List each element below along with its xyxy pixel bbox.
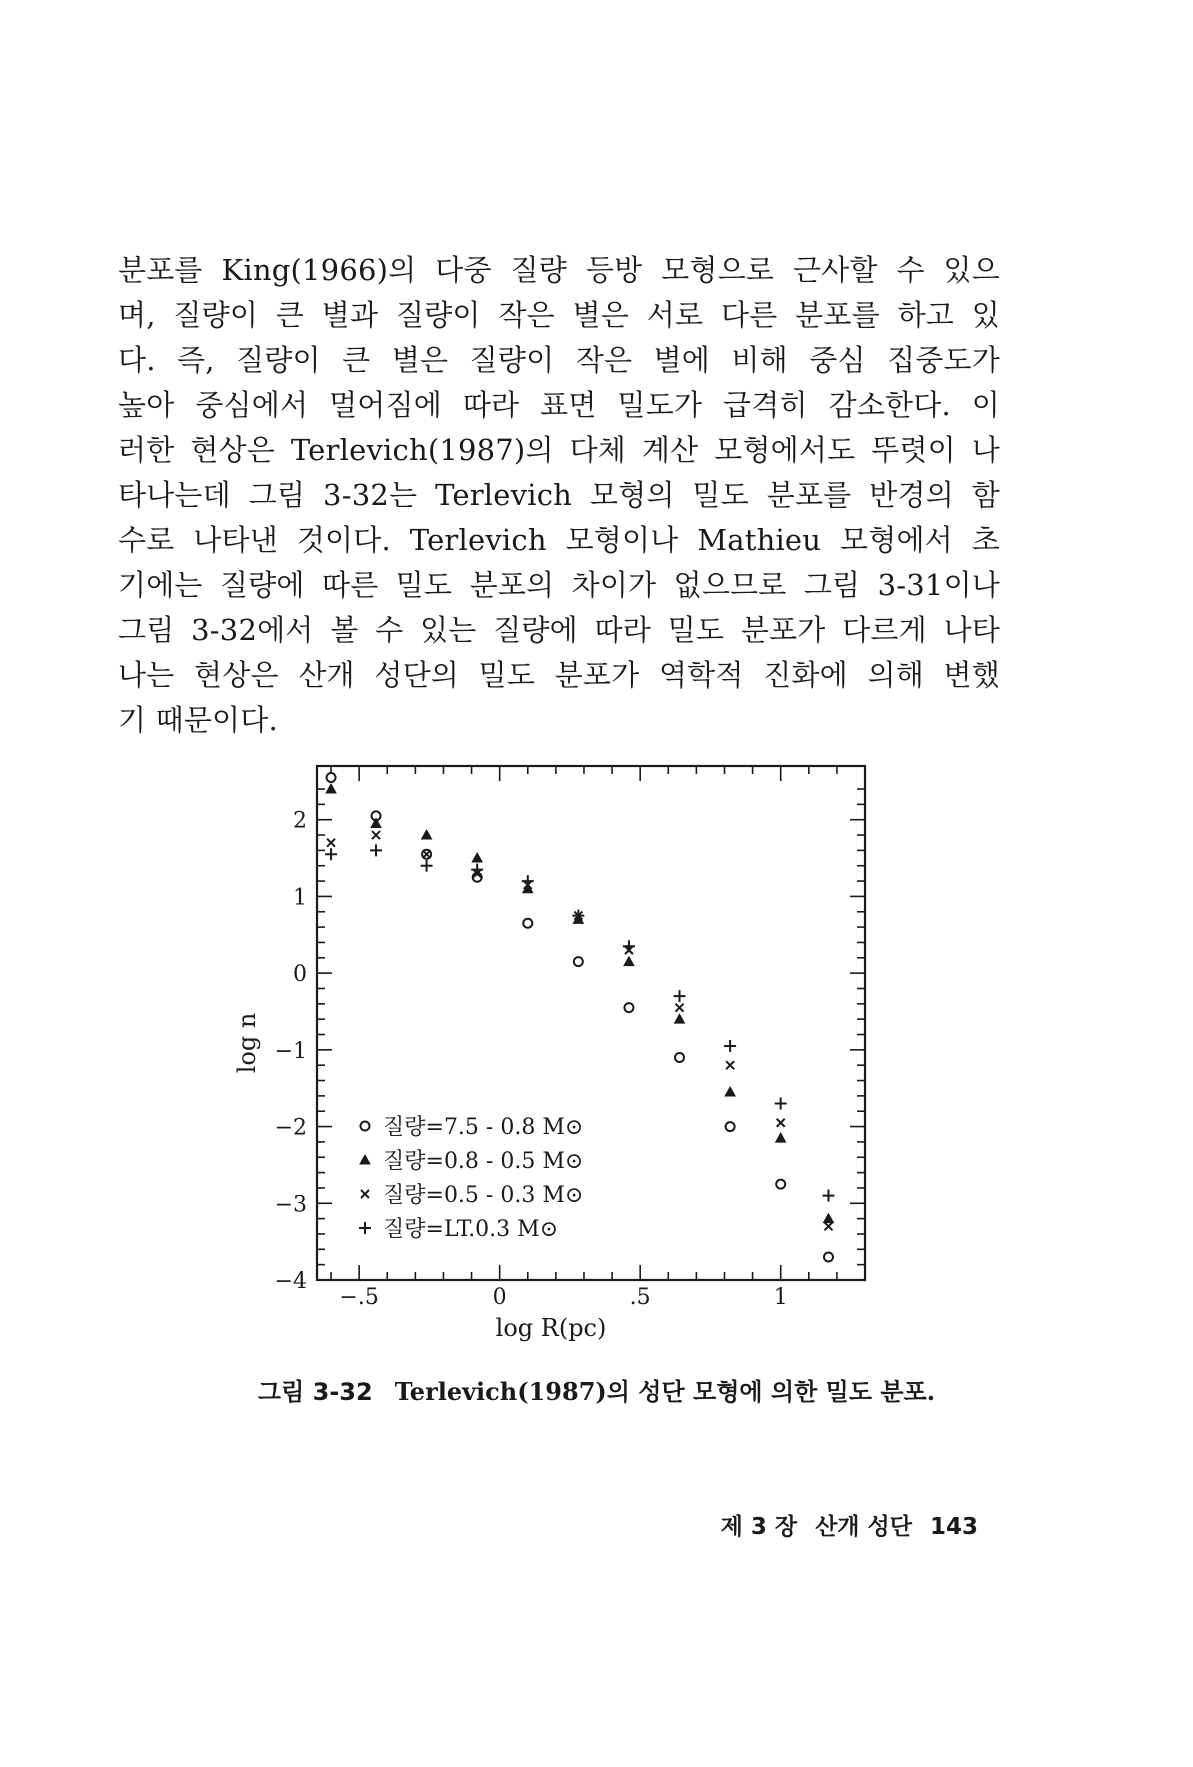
text-line: 그림 3-32에서 볼 수 있는 질량에 따라 밀도 분포가 다르게 나타 <box>118 613 1000 647</box>
legend-marker <box>359 1222 371 1234</box>
data-point <box>675 1014 685 1023</box>
data-point <box>624 957 634 966</box>
data-point <box>472 853 482 862</box>
text-line: 기 때문이다. <box>118 703 278 737</box>
x-axis-label: log R(pc) <box>495 1314 607 1342</box>
data-point <box>327 839 335 847</box>
data-point <box>776 1133 786 1142</box>
data-point <box>823 1214 833 1223</box>
y-axis-label: log n <box>233 1012 261 1074</box>
data-point <box>726 1061 734 1069</box>
x-tick-label: 0 <box>492 1285 507 1310</box>
x-tick-label: .5 <box>629 1285 651 1310</box>
text-line: 며, 질량이 큰 별과 질량이 작은 별은 서로 다른 분포를 하고 있 <box>118 298 1000 332</box>
legend-label: 질량=7.5 - 0.8 M⊙ <box>383 1115 584 1140</box>
data-point <box>675 1053 684 1062</box>
data-point <box>522 875 534 887</box>
y-tick-label: 2 <box>293 808 307 834</box>
legend-marker <box>361 1190 369 1198</box>
x-tick-label: −.5 <box>339 1285 379 1310</box>
data-point <box>676 1004 684 1012</box>
data-point <box>574 957 583 966</box>
data-point <box>327 773 336 782</box>
data-point <box>325 848 337 860</box>
text-line: 타나는데 그림 3-32는 Terlevich 모형의 밀도 분포를 반경의 함 <box>118 478 1000 512</box>
legend-marker <box>361 1122 370 1131</box>
y-tick-label: −2 <box>274 1115 307 1141</box>
footer-section: 산개 성단 <box>815 1514 912 1540</box>
text-line: 다. 즉, 질량이 큰 별은 질량이 작은 별에 비해 중심 집중도가 <box>118 343 1000 377</box>
data-point <box>776 1180 785 1189</box>
text-line: 러한 현상은 Terlevich(1987)의 다체 계산 모형에서도 뚜렷이 나 <box>118 433 1000 467</box>
legend-label: 질량=0.5 - 0.3 M⊙ <box>383 1183 584 1208</box>
y-tick-label: −3 <box>274 1192 307 1218</box>
legend-marker <box>360 1155 370 1164</box>
text-line: 분포를 King(1966)의 다중 질량 등방 모형으로 근사할 수 있으 <box>118 253 1000 287</box>
legend-label: 질량=LT.0.3 M⊙ <box>383 1217 559 1242</box>
data-point <box>370 844 382 856</box>
data-point <box>822 1190 834 1202</box>
data-point <box>824 1222 832 1230</box>
data-point <box>326 784 336 793</box>
text-line: 높아 중심에서 멀어짐에 따라 표면 밀도가 급격히 감소한다. 이 <box>118 388 1000 422</box>
legend <box>359 1115 583 1242</box>
caption-label: 그림 3-32 <box>257 1378 373 1406</box>
data-point <box>724 1040 736 1052</box>
data-point <box>523 919 532 928</box>
data-point <box>423 850 431 858</box>
data-point <box>775 1098 787 1110</box>
y-tick-label: 1 <box>293 885 307 911</box>
caption-text: Terlevich(1987)의 성단 모형에 의한 밀도 분포. <box>394 1377 936 1406</box>
y-tick-label: −4 <box>274 1269 307 1294</box>
data-point <box>421 860 433 872</box>
y-tick-label: 0 <box>293 962 307 988</box>
data-point <box>726 1122 735 1131</box>
body-paragraph <box>118 248 1000 743</box>
figure-caption <box>0 1372 1193 1407</box>
data-point <box>372 831 380 839</box>
data-point <box>777 1119 785 1127</box>
x-tick-label: 1 <box>773 1285 788 1310</box>
footer-chapter: 제 3 장 <box>720 1514 798 1540</box>
page-number: 143 <box>929 1514 978 1540</box>
density-profile-chart <box>225 760 885 1360</box>
text-line: 기에는 질량에 따른 밀도 분포의 차이가 없으므로 그림 3-31이나 <box>118 568 1000 602</box>
text-line: 나는 현상은 산개 성단의 밀도 분포가 역학적 진화에 의해 변했 <box>118 658 1000 692</box>
data-point <box>725 1087 735 1096</box>
data-point <box>824 1252 833 1261</box>
text-line: 수로 나타낸 것이다. Terlevich 모형이나 Mathieu 모형에서 초 <box>118 523 1000 557</box>
data-point <box>572 910 584 922</box>
page-footer <box>703 1508 978 1541</box>
data-point <box>422 830 432 839</box>
data-point <box>674 990 686 1002</box>
data-point <box>624 1003 633 1012</box>
data-point <box>623 940 635 952</box>
y-tick-label: −1 <box>274 1038 307 1064</box>
legend-label: 질량=0.8 - 0.5 M⊙ <box>383 1149 584 1174</box>
